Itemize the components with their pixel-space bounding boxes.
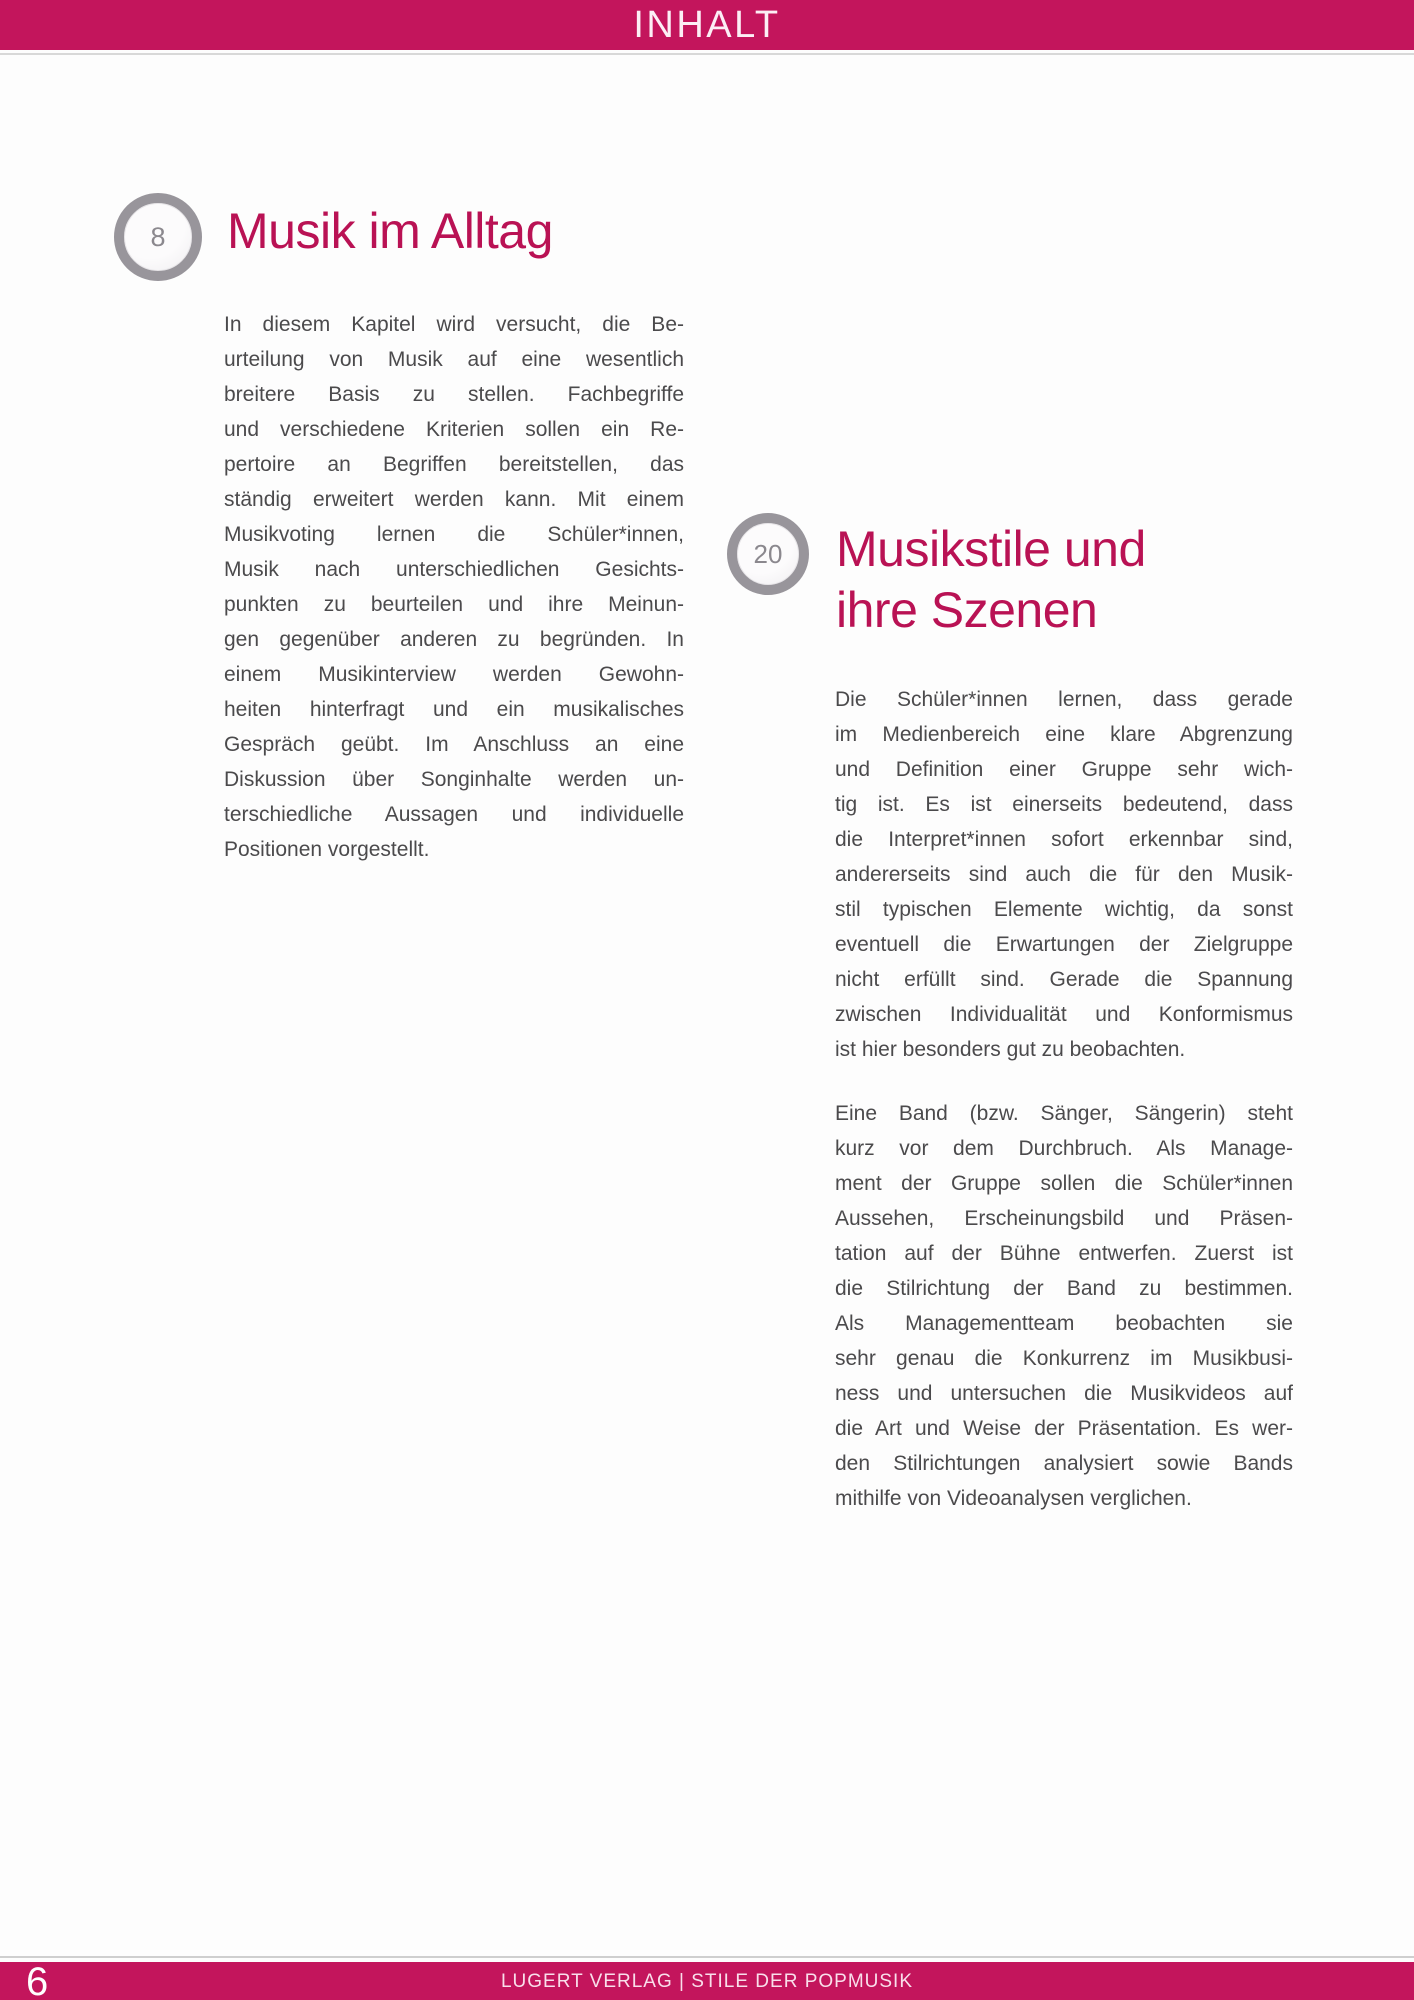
- header-bar: [0, 0, 1414, 50]
- chapter-summary-paragraph: Die Schüler*innen lernen, dass gerade im Medienbereich eine klare Abgrenzung und Definition einer Gruppe sehr wich- tig ist. Es ist einerseits bedeutend, dass die Interpret*innen sofort erkennbar sind, andererseits sind auch die für den Musik- stil typischen Elemente wichtig, da sonst eventuell die Erwartungen der Zielgruppe nicht erfüllt sind. Gerade die Spannung zwischen Individualität und Konformismus ist hier besonders gut zu beobachten.: [835, 688, 1293, 1061]
- chapter-summary-paragraph: Eine Band (bzw. Sänger, Sängerin) steht kurz vor dem Durchbruch. Als Manage- ment der Gruppe sollen die Schüler*innen Aussehen, Erscheinungsbild und Präsen- tation auf der Bühne entwerfen. Zuerst ist die Stilrichtung der Band zu bestimmen. Als Managementteam beobachten sie sehr genau die Konkurrenz im Musikbusi- ness und untersuchen die Musikvideos auf die Art und Weise der Präsentation. Es wer- den Stilrichtungen analysiert sowie Bands mithilfe von Videoanalysen verglichen.: [835, 1102, 1293, 1510]
- chapter-page-badge-8: [114, 193, 202, 281]
- footer-bar: [0, 1962, 1414, 2000]
- chapter-title-musikstile-und-ihre-szenen: Musikstile und ihre Szenen: [836, 521, 1146, 638]
- chapter-title-musik-im-alltag: Musik im Alltag: [227, 203, 553, 259]
- chapter-page-number: 20: [753, 538, 783, 569]
- chapter-page-badge-20: [727, 513, 809, 595]
- chapter-summary-paragraph: In diesem Kapitel wird versucht, die Be- urteilung von Musik auf eine wesentlich breitere Basis zu stellen. Fachbegriffe und verschiedene Kriterien sollen ein Re- pertoire an Begriffen bereitstellen, das ständig erweitert werden kann. Mit einem Musikvoting lernen die Schüler*innen, Musik nach unterschiedlichen Gesichts- punkten zu beurteilen und ihre Meinun- gen gegenüber anderen zu begründen. In einem Musikinterview werden Gewohn- heiten hinterfragt und ein musikalisches Gespräch geübt. Im Anschluss an eine Diskussion über Songinhalte werden un- terschiedliche Aussagen und individuelle Positionen vorgestellt.: [224, 313, 684, 861]
- page-header-title: INHALT: [633, 4, 781, 46]
- footer-divider-rule: [0, 1956, 1414, 1958]
- footer-publisher-text: LUGERT VERLAG | STILE DER POPMUSIK: [500, 1971, 913, 1992]
- header-divider-rule: [0, 53, 1414, 55]
- footer-page-number: 6: [26, 1960, 49, 2000]
- chapter-page-number: 8: [150, 221, 166, 252]
